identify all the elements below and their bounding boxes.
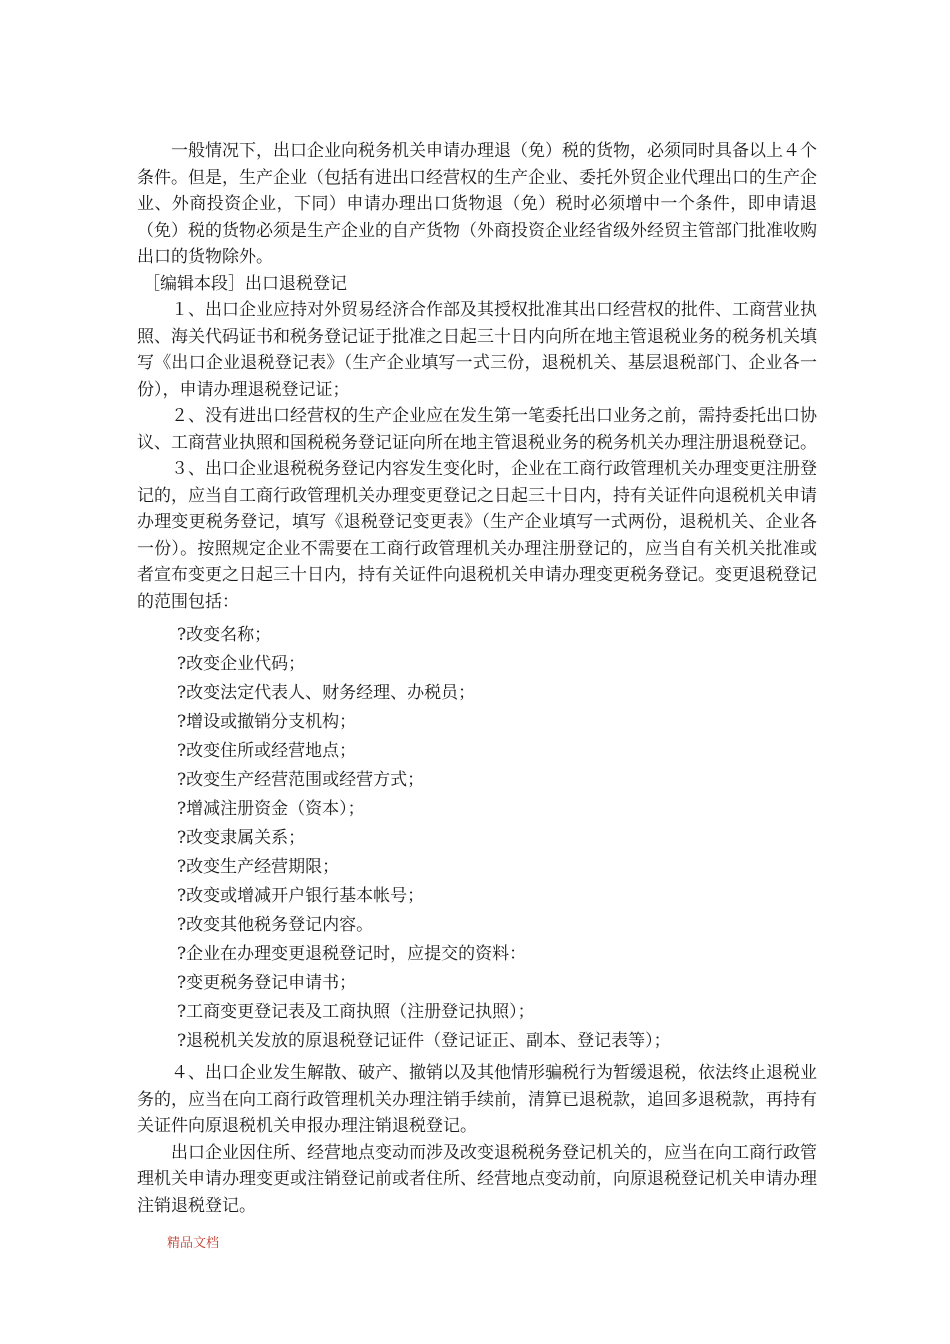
list-item: ?工商变更登记表及工商执照（注册登记执照）； bbox=[177, 1002, 535, 1022]
list-item: ?增减注册资金（资本）； bbox=[177, 799, 365, 819]
list-item: ?改变其他税务登记内容。 bbox=[177, 915, 374, 935]
paragraph-2: ２、没有进出口经营权的生产企业应在发生第一笔委托出口业务之前，需持委托出口协议、工商营业执照和国税税务登记证向所在地主管退税业务的税务机关办理注册退税登记。 bbox=[137, 406, 817, 453]
intro-paragraph: 一般情况下，出口企业向税务机关申请办理退（免）税的货物，必须同时具备以上４个条件。但是，生产企业（包括有进出口经营权的生产企业、委托外贸企业代理出口的生产企业、外商投资企业，下同）申请办理出口货物退（免）税时必须增中一个条件，即申请退（免）税的货物必须是生产企业的自产货物（外商投资企业经省级外经贸主管部门批准收购出口的货物除外。 bbox=[137, 141, 817, 267]
document-body bbox=[137, 138, 817, 1219]
list-item: ?改变生产经营范围或经营方式； bbox=[177, 770, 425, 790]
footer-label: 精品文档 bbox=[167, 1236, 220, 1251]
list-item: ?退税机关发放的原退税登记证件（登记证正、副本、登记表等）； bbox=[177, 1031, 671, 1051]
list-item: ?改变法定代表人、财务经理、办税员； bbox=[177, 683, 476, 703]
list-item: ?变更税务登记申请书； bbox=[177, 973, 357, 993]
list-item: ?改变生产经营期限； bbox=[177, 857, 340, 877]
list-item: ?改变或增减开户银行基本帐号； bbox=[177, 886, 425, 906]
section-title: ［编辑本段］出口退税登记 bbox=[143, 273, 347, 294]
list-item: ?增设或撤销分支机构； bbox=[177, 712, 357, 732]
paragraph-1: １、出口企业应持对外贸易经济合作部及其授权批准其出口经营权的批件、工商营业执照、海关代码证书和税务登记证于批准之日起三十日内向所在地主管退税业务的税务机关填写《出口企业退税登记表》（生产企业填写一式三份，退税机关、基层退税部门、企业各一份），申请办理退税登记证； bbox=[137, 300, 817, 400]
list-item: ?改变企业代码； bbox=[177, 654, 306, 674]
paragraph-5: 出口企业因住所、经营地点变动而涉及改变退税税务登记机关的，应当在向工商行政管理机关申请办理变更或注销登记前或者住所、经营地点变动前，向原退税登记机关申请办理注销退税登记。 bbox=[137, 1142, 817, 1216]
list-item: ?改变隶属关系； bbox=[177, 828, 306, 848]
list-item: ?改变名称； bbox=[177, 625, 272, 645]
change-scope-list bbox=[137, 621, 817, 1056]
list-item: ?改变住所或经营地点； bbox=[177, 741, 357, 761]
paragraph-3: ３、出口企业退税税务登记内容发生变化时，企业在工商行政管理机关办理变更注册登记的，应当自工商行政管理机关办理变更登记之日起三十日内，持有关证件向退税机关申请办理变更税务登记，填写《退税登记变更表》（生产企业填写一式两份，退税机关、企业各一份）。按照规定企业不需要在工商行政管理机关办理注册登记的，应当自有关机关批准或者宣布变更之日起三十日内，持有关证件向退税机关申请办理变更税务登记。变更退税登记的范围包括： bbox=[137, 459, 817, 612]
list-item: ?企业在办理变更退税登记时，应提交的资料： bbox=[177, 944, 527, 964]
paragraph-4: ４、出口企业发生解散、破产、撤销以及其他情形骗税行为暂缓退税，依法终止退税业务的，应当在向工商行政管理机关办理注销手续前，清算已退税款，追回多退税款，再持有关证件向原退税机关申报办理注销退税登记。 bbox=[137, 1063, 817, 1136]
